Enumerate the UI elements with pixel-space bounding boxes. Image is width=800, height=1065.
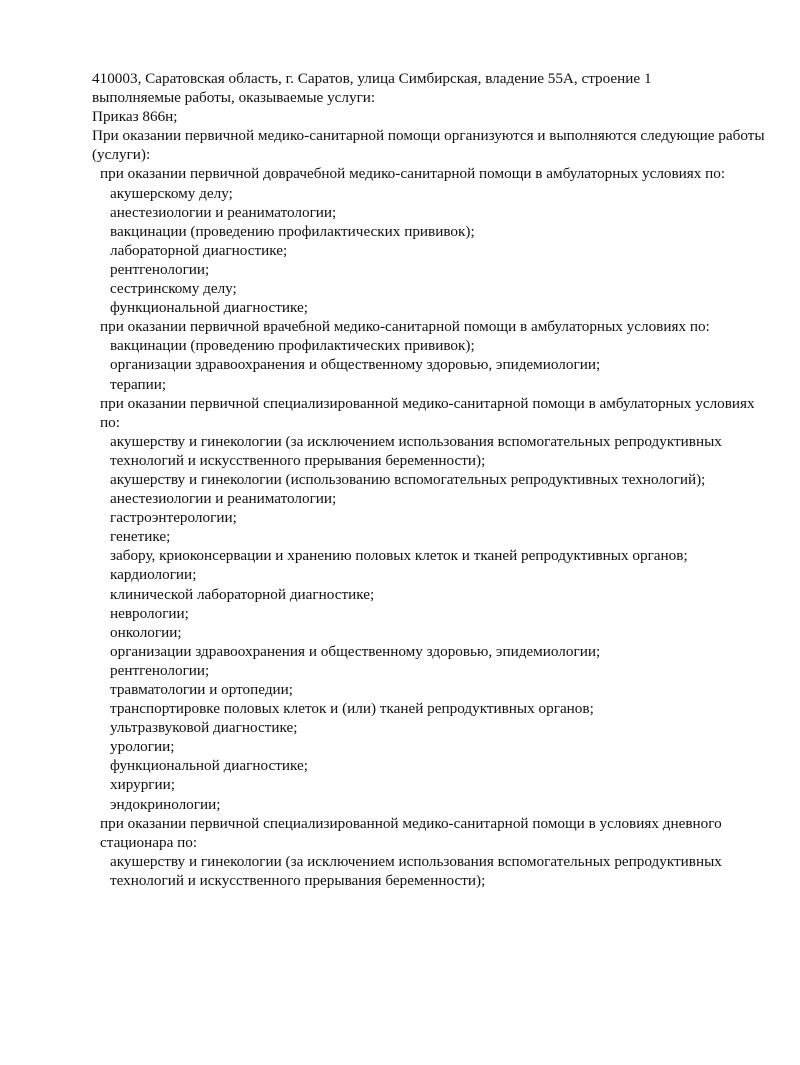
list-item: акушерскому делу; — [110, 184, 233, 202]
list-item: акушерству и гинекологии (использованию вспомогательных репродуктивных технологий); — [110, 470, 706, 488]
list-item: забору, криоконсервации и хранению половых клеток и тканей репродуктивных органов; — [110, 547, 688, 565]
list-item: клинической лабораторной диагностике; — [110, 585, 375, 603]
list-item: онкологии; — [110, 623, 182, 641]
list-item: вакцинации (проведению профилактических прививок); — [110, 337, 475, 355]
section-heading-physician: при оказании первичной врачебной медико-санитарной помощи в амбулаторных условиях по: — [100, 318, 710, 336]
list-item: анестезиологии и реаниматологии; — [110, 490, 337, 508]
list-item: лабораторной диагностике; — [110, 241, 288, 259]
document-body — [92, 69, 772, 890]
list-item: кардиологии; — [110, 566, 197, 584]
list-item: хирургии; — [110, 776, 176, 794]
list-item: эндокринологии; — [110, 795, 221, 813]
list-item: генетике; — [110, 528, 171, 546]
list-item: травматологии и ортопедии; — [110, 681, 294, 698]
list-item: анестезиологии и реаниматологии; — [110, 203, 337, 221]
list-item: акушерству и гинекологии (за исключением использования вспомогательных репродуктивных технологий и искусственного прерывания беременности); — [110, 852, 722, 889]
section-heading-day-hospital: при оказании первичной специализированной медико-санитарной помощи в условиях дневного стационара по: — [100, 814, 722, 851]
list-item: неврологии; — [110, 604, 189, 622]
address-line: 410003, Саратовская область, г. Саратов, улица Симбирская, владение 55А, строение 1 — [92, 70, 652, 87]
list-item: организации здравоохранения и общественному здоровью, эпидемиологии; — [110, 642, 601, 660]
list-item: организации здравоохранения и общественному здоровью, эпидемиологии; — [110, 356, 601, 374]
list-item: ультразвуковой диагностике; — [110, 719, 298, 737]
list-item: сестринскому делу; — [110, 280, 237, 298]
list-item: урологии; — [110, 738, 175, 756]
list-item: функциональной диагностике; — [110, 757, 308, 775]
order-line: Приказ 866н; — [92, 108, 178, 126]
list-item: транспортировке половых клеток и (или) тканей репродуктивных органов; — [110, 700, 594, 718]
list-item: вакцинации (проведению профилактических прививок); — [110, 222, 475, 240]
list-item: рентгенологии; — [110, 260, 210, 278]
list-item: гастроэнтерологии; — [110, 509, 237, 527]
section-heading-specialized-outpatient: при оказании первичной специализированной медико-санитарной помощи в амбулаторных условиях по: — [100, 394, 755, 431]
works-heading: выполняемые работы, оказываемые услуги: — [92, 89, 376, 107]
section-heading-prehospital: при оказании первичной доврачебной медико-санитарной помощи в амбулаторных условиях по: — [100, 165, 726, 183]
list-item: акушерству и гинекологии (за исключением использования вспомогательных репродуктивных технологий и искусственного прерывания беременности); — [110, 432, 722, 469]
list-item: терапии; — [110, 375, 167, 393]
list-item: функциональной диагностике; — [110, 299, 308, 317]
intro-paragraph: При оказании первичной медико-санитарной помощи организуются и выполняются следующие работы (услуги): — [92, 127, 765, 164]
list-item: рентгенологии; — [110, 661, 210, 679]
